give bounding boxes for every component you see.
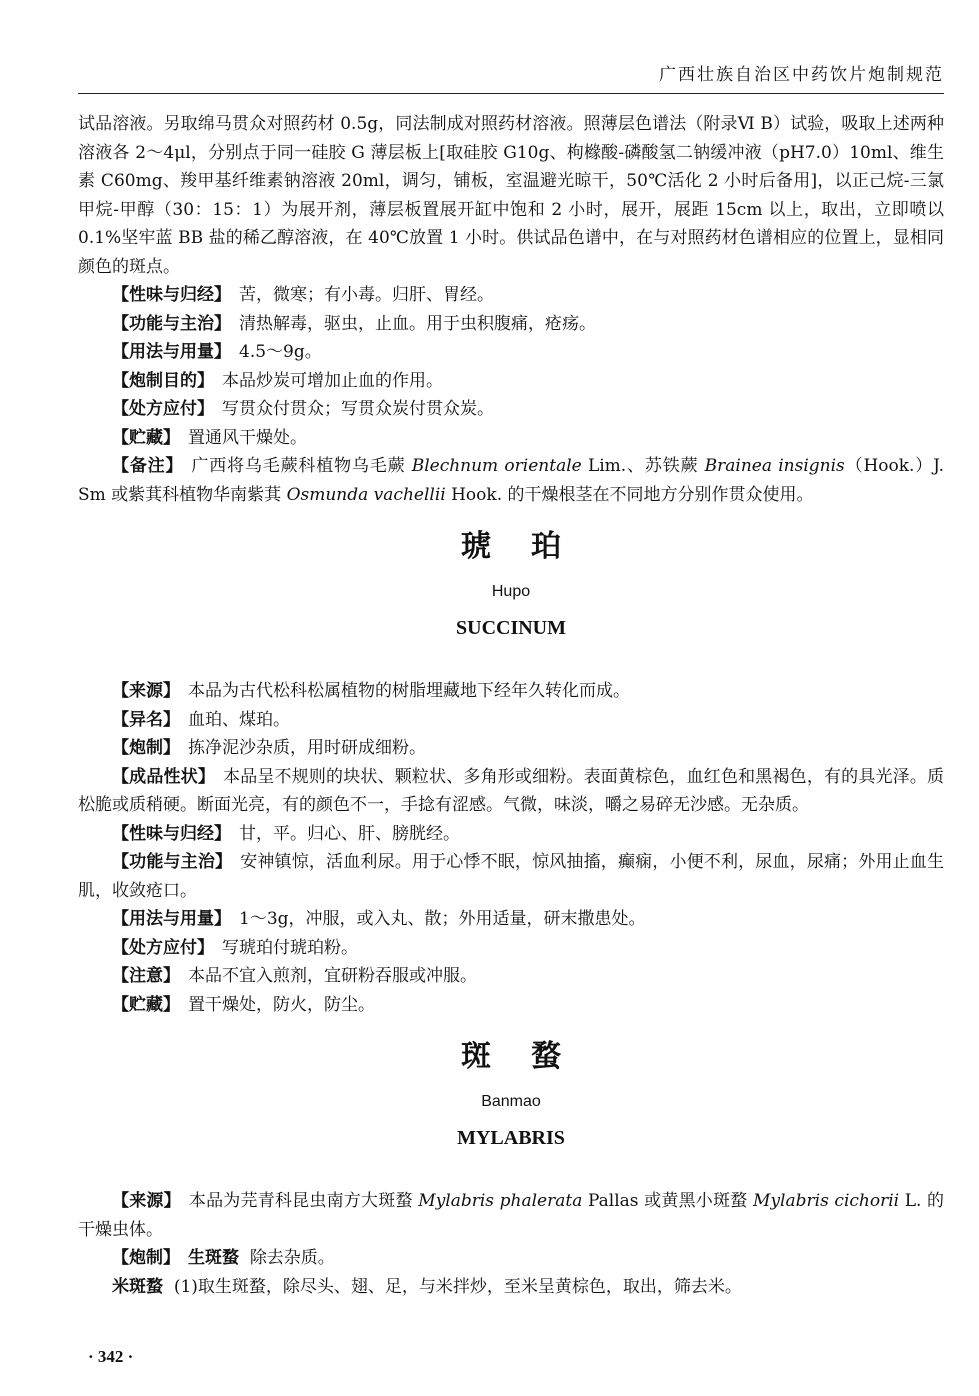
item-text: 本品呈不规则的块状、颗粒状、多角形或细粉。表面黄棕色，血红色和黑褐色，有的具光泽。质松脆或质稍硬。断面光亮，有的颜色不一，手捻有涩感。气微，味淡，嚼之易碎无沙感。无杂质。 [78,766,945,815]
intro-item [78,395,944,424]
monograph-pinyin: Banmao [481,1093,541,1110]
monograph-latin: SUCCINUM [456,617,566,639]
item-label: 【 来源 】 [112,1191,189,1211]
item-text: 苦，微寒；有小毒。归肝、胃经。 [239,285,494,305]
banmao-items [78,1187,944,1301]
latin-name: Osmunda vachellii [286,484,446,505]
monograph-item [78,934,944,963]
item-label: 【 来源 】 [112,681,188,701]
item-label: 【 处方应付 】 [112,938,222,958]
item-text: L. 的干燥虫体。 [78,1191,945,1240]
item-label: 【 备注 】 [112,456,191,476]
item-text: (1)取生斑蝥，除尽头、翅、足，与米拌炒，至米呈黄棕色，取出，筛去米。 [173,1276,742,1297]
item-text: 1～3g，冲服，或入丸、散；外用适量，研末撒患处。 [239,909,646,929]
monograph-item [78,677,944,706]
intro-paragraph: 试品溶液。另取绵马贯众对照药材 0.5g，同法制成对照药材溶液。照薄层色谱法（附录Ⅵ B）试验，吸取上述两种溶液各 2～4μl，分别点于同一硅胶 G 薄层板上[取硅胶 G10g、枸橼酸-磷酸氢二钠缓冲液（pH7.0）10ml、维生素 C60mg、羧甲基纤维素钠溶液 20ml，调匀，铺板，室温避光晾干，50℃活化 2 小时后备用]，以正己烷-三氯甲烷-甲醇（30：15：1）为展开剂，薄层板置展开缸中饱和 2 小时，展开，展距 15cm 以上，取出，立即喷以 0.1%坚牢蓝 BB 盐的稀乙醇溶液，在 40℃放置 1 小时。供试品色谱中，在与对照药材色谱相应的位置上，显相同颜色的斑点。 [78,114,944,277]
monograph-item [78,991,944,1020]
item-text: 置干燥处，防火，防尘。 [188,994,375,1015]
monograph-item [78,820,944,849]
item-label: 【 用法与用量 】 [112,909,239,929]
monograph-pinyin: Hupo [491,583,531,600]
monograph-item [78,1273,944,1302]
intro-item [78,424,944,453]
item-text: 血珀、煤珀。 [188,709,290,730]
item-label: 【 异名 】 [112,710,188,730]
monograph-item [78,1187,944,1244]
item-text: 除去杂质。 [249,1248,335,1268]
intro-items [78,281,944,509]
latin-name: Mylabris cichorii [753,1191,900,1211]
page-content [78,110,944,1301]
item-label: 【 性味与归经 】 [112,824,239,844]
item-text: 置通风干燥处。 [188,427,307,448]
monograph-item [78,905,944,934]
intro-item [78,281,944,310]
monograph-item [78,763,944,820]
item-text: 本品为芫青科昆虫南方大斑蝥 [188,1191,419,1211]
item-text: 4.5～9g。 [239,342,322,362]
item-text: 安神镇惊，活血利尿。用于心悸不眠，惊风抽搐，癫痫，小便不利，尿血，尿痛；外用止血生肌，收敛疮口。 [78,852,945,901]
item-label: 【 炮制目的 】 [112,371,222,391]
note-text: Hook. 的干燥根茎在不同地方分别作贯众使用。 [445,484,814,505]
sub-heading: 米斑蝥 [112,1276,163,1297]
intro-item [78,310,944,339]
item-label: 【 贮藏 】 [112,995,188,1015]
item-label: 【 功能与主治 】 [112,314,239,334]
item-label: 【 性味与归经 】 [112,285,239,305]
monograph-title: 琥珀 [461,529,601,564]
page-number: · 342 · [88,1347,134,1366]
item-text: 写贯众付贯众；写贯众炭付贯众炭。 [222,399,494,419]
latin-name: Blechnum orientale [411,456,582,476]
latin-name: Mylabris phalerata [418,1191,583,1211]
note-text: （Hook.）J. Sm 或紫萁科植物华南紫萁 [78,456,945,505]
item-text: 拣净泥沙杂质，用时研成细粉。 [188,738,426,758]
note-text: Lim.、苏铁蕨 [581,456,705,476]
item-text: 本品为古代松科松属植物的树脂埋藏地下经年久转化而成。 [188,681,630,701]
item-label: 【 炮制 】 [112,738,188,758]
item-text: 甘，平。归心、肝、膀胱经。 [239,823,460,844]
item-label: 【 贮藏 】 [112,428,188,448]
header-rule [78,93,944,94]
item-text: 清热解毒，驱虫，止血。用于虫积腹痛，疮疡。 [239,313,596,334]
monograph-latin: MYLABRIS [457,1127,565,1149]
item-label: 【 处方应付 】 [112,399,222,419]
item-label: 【 成品性状 】 [112,767,223,787]
item-label: 【 炮制 】 [112,1248,188,1268]
hupo-items [78,677,944,1019]
intro-item [78,367,944,396]
intro-item [78,338,944,367]
monograph-item [78,706,944,735]
item-text: Pallas 或黄黑小斑蝥 [582,1191,754,1211]
monograph-item [78,848,944,905]
item-text: 写琥珀付琥珀粉。 [222,937,358,958]
monograph-title: 斑蝥 [461,1039,601,1074]
note-item [78,452,944,509]
item-label: 【 功能与主治 】 [112,852,240,872]
sub-heading: 生斑蝥 [188,1248,239,1268]
running-header: 广西壮族自治区中药饮片炮制规范 [659,65,944,85]
item-label: 【 用法与用量 】 [112,342,239,362]
monograph-item [78,734,944,763]
item-text: 本品不宜入煎剂，宜研粉吞服或冲服。 [188,966,477,986]
item-text: 本品炒炭可增加止血的作用。 [222,370,443,391]
monograph-item [78,962,944,991]
item-label: 【 注意 】 [112,966,188,986]
latin-name: Brainea insignis [704,456,845,476]
monograph-item [78,1244,944,1273]
note-text: 广西将乌毛蕨科植物乌毛蕨 [191,456,412,476]
